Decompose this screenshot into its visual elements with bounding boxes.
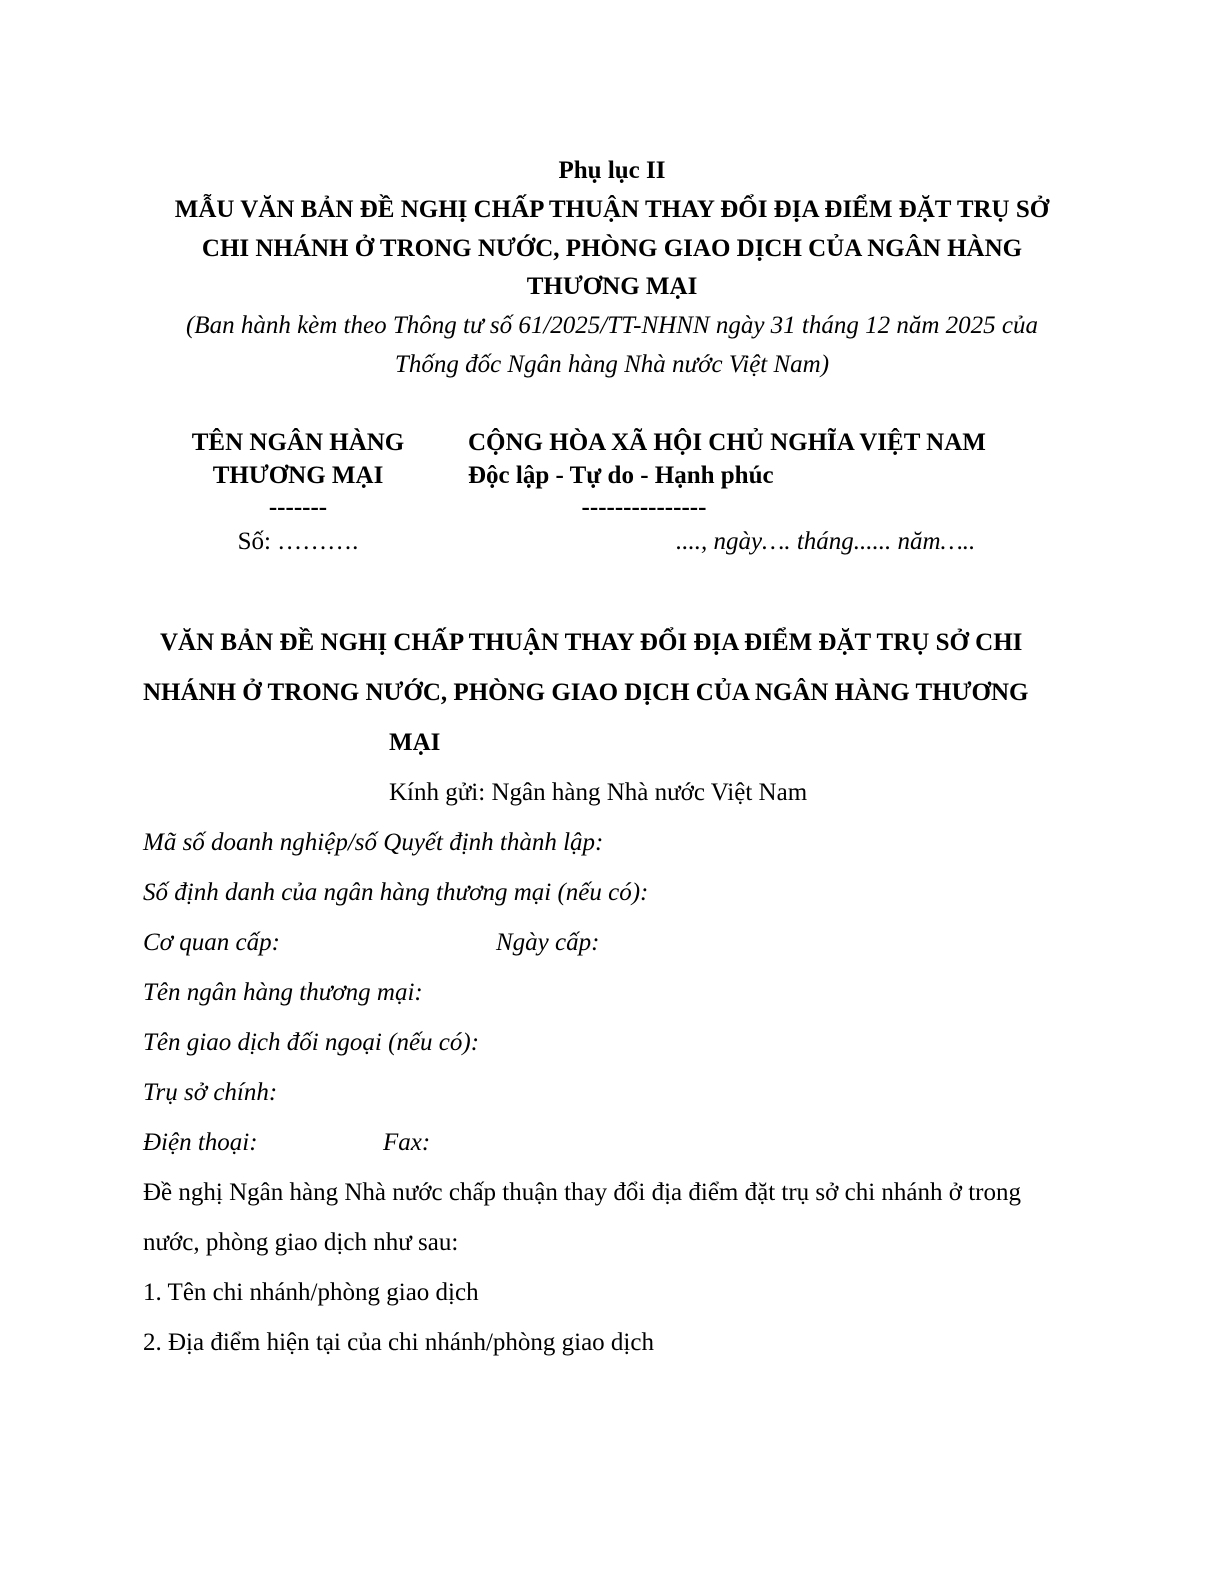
document-title-line-1: VĂN BẢN ĐỀ NGHỊ CHẤP THUẬN THAY ĐỔI ĐỊA ĐIỂM ĐẶT TRỤ SỞ CHI [160,629,1023,656]
left-divider: ------- [268,494,328,521]
head-office-field: Trụ sở chính: [143,1079,278,1106]
appendix-title-line-3: THƯƠNG MẠI [526,273,698,300]
document-number: Số: ………. [237,528,359,555]
recipient-line: Kính gửi: Ngân hàng Nhà nước Việt Nam [389,779,808,806]
national-title: CỘNG HÒA XÃ HỘI CHỦ NGHĨA VIỆT NAM [468,429,986,456]
appendix-title-line-1: MẪU VĂN BẢN ĐỀ NGHỊ CHẤP THUẬN THAY ĐỔI ĐỊA ĐIỂM ĐẶT TRỤ SỞ [174,196,1050,223]
issued-note-line-2: Thống đốc Ngân hàng Nhà nước Việt Nam) [394,351,830,378]
item-2: 2. Địa điểm hiện tại của chi nhánh/phòng giao dịch [143,1329,654,1356]
appendix-title-line-2: CHI NHÁNH Ở TRONG NƯỚC, PHÒNG GIAO DỊCH CỦA NGÂN HÀNG [201,235,1023,262]
bank-name-header-line-1: TÊN NGÂN HÀNG [191,429,405,456]
right-divider: --------------- [581,494,707,521]
issue-date-field: Ngày cấp: [496,929,600,956]
issuer-field: Cơ quan cấp: [143,929,280,956]
document-title-line-3: MẠI [389,729,441,756]
bank-name-field: Tên ngân hàng thương mại: [143,979,423,1006]
date-line: ...., ngày…. tháng...... năm….. [676,528,976,555]
appendix-label: Phụ lục II [558,157,666,184]
bank-name-header-line-2: THƯƠNG MẠI [212,462,384,489]
foreign-name-field: Tên giao dịch đối ngoại (nếu có): [143,1029,480,1056]
national-motto: Độc lập - Tự do - Hạnh phúc [468,462,774,489]
request-line-2: nước, phòng giao dịch như sau: [143,1229,459,1256]
bank-id-field: Số định danh của ngân hàng thương mại (nếu có): [143,879,649,906]
issued-note-line-1: (Ban hành kèm theo Thông tư số 61/2025/TT-NHNN ngày 31 tháng 12 năm 2025 của [185,312,1039,339]
fax-field: Fax: [383,1129,431,1156]
request-line-1: Đề nghị Ngân hàng Nhà nước chấp thuận thay đổi địa điểm đặt trụ sở chi nhánh ở trong [143,1179,1022,1206]
document-title-line-2: NHÁNH Ở TRONG NƯỚC, PHÒNG GIAO DỊCH CỦA NGÂN HÀNG THƯƠNG [143,679,1029,706]
item-1: 1. Tên chi nhánh/phòng giao dịch [143,1279,479,1306]
enterprise-code-field: Mã số doanh nghiệp/số Quyết định thành lập: [143,829,604,856]
phone-field: Điện thoại: [143,1129,258,1156]
